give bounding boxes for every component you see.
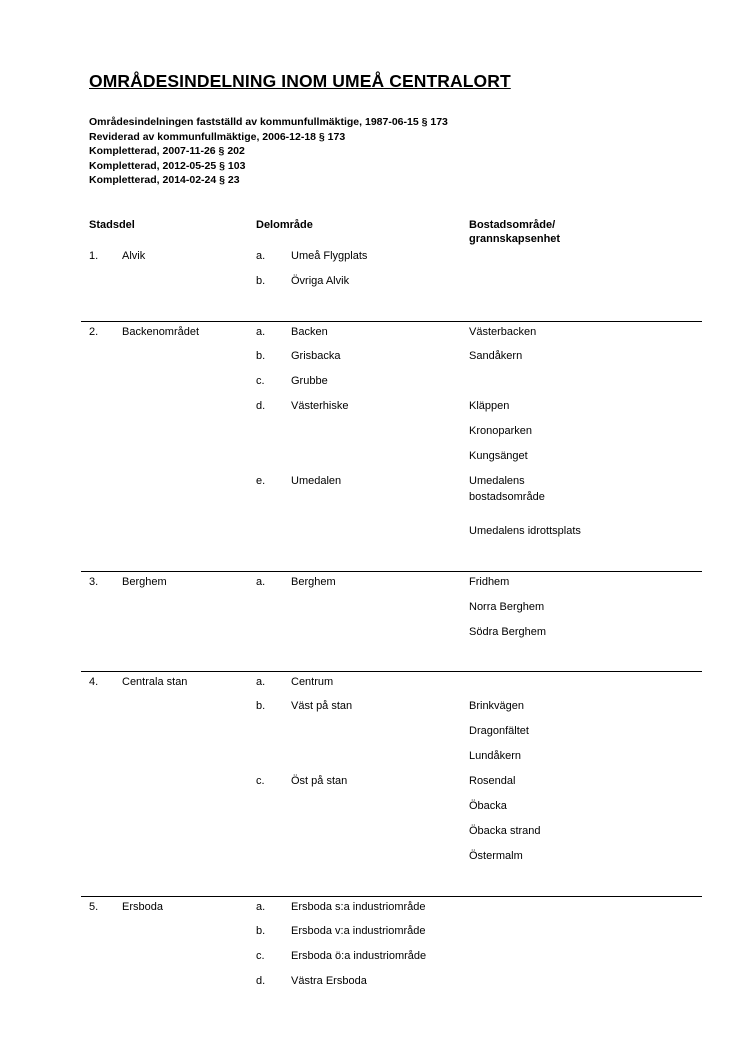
delomrade-letter: a.: [256, 250, 266, 262]
delomrade-letter: a.: [256, 901, 266, 913]
delomrade-letter: b.: [256, 275, 266, 287]
delomrade-letter: a.: [256, 326, 266, 338]
bostadsomrade-name: Sandåkern: [469, 350, 523, 362]
decision-history: [89, 115, 448, 188]
stadsdel-number: 4.: [89, 676, 99, 688]
delomrade-name: Västerhiske: [291, 400, 349, 412]
section-divider: [81, 896, 702, 897]
delomrade-name: Väst på stan: [291, 700, 353, 712]
delomrade-name: Öst på stan: [291, 775, 348, 787]
bostadsomrade-name-continued: bostadsområde: [469, 491, 545, 503]
delomrade-letter: a.: [256, 676, 266, 688]
bostadsomrade-name: Öbacka strand: [469, 825, 541, 837]
delomrade-name: Berghem: [291, 576, 336, 588]
delomrade-letter: d.: [256, 975, 266, 987]
delomrade-letter: c.: [256, 775, 265, 787]
column-header-delomrade: Delområde: [256, 219, 313, 231]
section-divider: [81, 671, 702, 672]
bostadsomrade-name: Kronoparken: [469, 425, 532, 437]
delomrade-name: Ersboda s:a industriområde: [291, 901, 426, 913]
stadsdel-number: 1.: [89, 250, 99, 262]
meta-line-adopted: Områdesindelningen fastställd av kommunfullmäktige, 1987-06-15 § 173: [89, 116, 448, 128]
section-divider: [81, 571, 702, 572]
delomrade-letter: a.: [256, 576, 266, 588]
meta-line-supplement-2007: Kompletterad, 2007-11-26 § 202: [89, 145, 245, 157]
bostadsomrade-name: Rosendal: [469, 775, 516, 787]
stadsdel-name: Backenområdet: [122, 326, 200, 338]
meta-line-revised: Reviderad av kommunfullmäktige, 2006-12-18 § 173: [89, 130, 346, 143]
section-divider: [81, 321, 702, 322]
delomrade-name: Övriga Alvik: [291, 275, 350, 287]
stadsdel-name: Alvik: [122, 250, 146, 262]
delomrade-name: Ersboda v:a industriområde: [291, 925, 426, 937]
delomrade-name: Västra Ersboda: [291, 975, 367, 987]
bostadsomrade-name: Öbacka: [469, 800, 507, 812]
delomrade-letter: e.: [256, 475, 266, 487]
bostadsomrade-name: Fridhem: [469, 576, 510, 588]
bostadsomrade-name: Lundåkern: [469, 750, 521, 762]
delomrade-name: Grisbacka: [291, 350, 341, 362]
bostadsomrade-name: Norra Berghem: [469, 601, 545, 613]
stadsdel-name: Centrala stan: [122, 676, 188, 688]
delomrade-letter: b.: [256, 700, 266, 712]
column-header-stadsdel: Stadsdel: [89, 219, 135, 231]
bostadsomrade-name: Kläppen: [469, 400, 510, 412]
meta-line-supplement-2014: Kompletterad, 2014-02-24 § 23: [89, 174, 240, 186]
stadsdel-name: Berghem: [122, 576, 167, 588]
bostadsomrade-name: Brinkvägen: [469, 700, 525, 712]
delomrade-name: Backen: [291, 326, 328, 338]
page-title: OMRÅDESINDELNING INOM UMEÅ CENTRALORT: [89, 71, 511, 91]
bostadsomrade-name: Västerbacken: [469, 326, 537, 338]
stadsdel-number: 2.: [89, 326, 99, 338]
delomrade-letter: d.: [256, 400, 266, 412]
bostadsomrade-name: Kungsänget: [469, 450, 528, 462]
stadsdel-number: 5.: [89, 901, 99, 913]
column-header-bostadsomrade-line2: grannskapsenhet: [469, 233, 561, 245]
column-header-bostadsomrade: [469, 218, 560, 246]
delomrade-name: Umedalen: [291, 475, 342, 487]
bostadsomrade-name: Umedalens idrottsplats: [469, 525, 581, 537]
bostadsomrade-name: Östermalm: [469, 850, 523, 862]
delomrade-letter: b.: [256, 350, 266, 362]
column-header-bostadsomrade-line1: Bostadsområde/: [469, 219, 556, 231]
delomrade-letter: c.: [256, 375, 265, 387]
bostadsomrade-name: Dragonfältet: [469, 725, 529, 737]
bostadsomrade-name: Umedalens: [469, 475, 525, 487]
bostadsomrade-name: Södra Berghem: [469, 626, 547, 638]
meta-line-supplement-2012: Kompletterad, 2012-05-25 § 103: [89, 159, 246, 172]
delomrade-name: Centrum: [291, 676, 334, 688]
stadsdel-number: 3.: [89, 576, 99, 588]
delomrade-letter: c.: [256, 950, 265, 962]
delomrade-name: Umeå Flygplats: [291, 250, 368, 262]
stadsdel-name: Ersboda: [122, 901, 163, 913]
delomrade-name: Grubbe: [291, 375, 328, 387]
delomrade-letter: b.: [256, 925, 266, 937]
delomrade-name: Ersboda ö:a industriområde: [291, 950, 427, 962]
